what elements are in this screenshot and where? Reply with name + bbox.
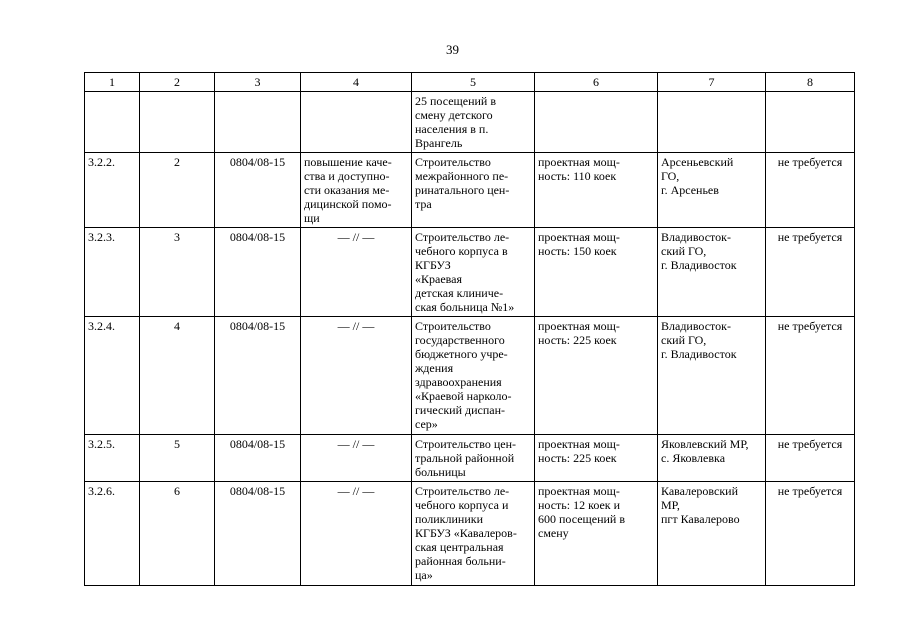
cell-object: Строительство ле- чебного корпуса и поликлиники КГБУЗ «Кавалеров- ская центральная районная больни- ца» <box>412 482 535 586</box>
table-row <box>85 317 855 435</box>
cell-goal-ditto: — // — <box>301 435 412 482</box>
cell-location: Владивосток- ский ГО, г. Владивосток <box>658 228 766 317</box>
cell-requirement: не требуется <box>766 317 855 435</box>
cell-goal <box>301 92 412 153</box>
cell-requirement <box>766 92 855 153</box>
column-header: 3 <box>215 73 301 92</box>
cell-code: 0804/08-15 <box>215 482 301 586</box>
column-header: 2 <box>140 73 215 92</box>
cell-location: Яковлевский МР, с. Яковлевка <box>658 435 766 482</box>
cell-requirement: не требуется <box>766 435 855 482</box>
table-row <box>85 228 855 317</box>
cell-goal-ditto: — // — <box>301 317 412 435</box>
cell-code: 0804/08-15 <box>215 435 301 482</box>
cell-location: Владивосток- ский ГО, г. Владивосток <box>658 317 766 435</box>
cell-sequence: 6 <box>140 482 215 586</box>
cell-code: 0804/08-15 <box>215 153 301 228</box>
cell-item-number <box>85 92 140 153</box>
cell-capacity <box>535 92 658 153</box>
cell-goal-ditto: — // — <box>301 228 412 317</box>
cell-sequence: 5 <box>140 435 215 482</box>
cell-item-number: 3.2.3. <box>85 228 140 317</box>
cell-object: Строительство государственного бюджетного учре- ждения здравоохранения «Краевой нарколо- гический диспан- сер» <box>412 317 535 435</box>
cell-object: Строительство цен- тральной районной больницы <box>412 435 535 482</box>
cell-sequence: 2 <box>140 153 215 228</box>
cell-capacity: проектная мощ- ность: 12 коек и 600 посещений в смену <box>535 482 658 586</box>
cell-goal-ditto: — // — <box>301 482 412 586</box>
cell-code <box>215 92 301 153</box>
page-number: 39 <box>446 42 459 57</box>
table-row <box>85 435 855 482</box>
cell-requirement: не требуется <box>766 482 855 586</box>
table-header-row <box>85 73 855 92</box>
cell-capacity: проектная мощ- ность: 150 коек <box>535 228 658 317</box>
column-header: 6 <box>535 73 658 92</box>
column-header: 1 <box>85 73 140 92</box>
cell-capacity: проектная мощ- ность: 225 коек <box>535 317 658 435</box>
cell-sequence: 4 <box>140 317 215 435</box>
cell-item-number: 3.2.5. <box>85 435 140 482</box>
column-header: 4 <box>301 73 412 92</box>
cell-code: 0804/08-15 <box>215 317 301 435</box>
column-header: 7 <box>658 73 766 92</box>
document-table <box>84 72 855 586</box>
cell-requirement: не требуется <box>766 228 855 317</box>
cell-object: Строительство межрайонного пе- ринатального цен- тра <box>412 153 535 228</box>
cell-object: Строительство ле- чебного корпуса в КГБУЗ «Краевая детская клиниче- ская больница №1» <box>412 228 535 317</box>
table-row <box>85 153 855 228</box>
cell-object: 25 посещений в смену детского населения в п. Врангель <box>412 92 535 153</box>
column-header: 8 <box>766 73 855 92</box>
cell-item-number: 3.2.2. <box>85 153 140 228</box>
cell-location <box>658 92 766 153</box>
cell-location: Кавалеровский МР, пгт Кавалерово <box>658 482 766 586</box>
cell-capacity: проектная мощ- ность: 225 коек <box>535 435 658 482</box>
table-row <box>85 92 855 153</box>
table-row <box>85 482 855 586</box>
cell-code: 0804/08-15 <box>215 228 301 317</box>
cell-sequence: 3 <box>140 228 215 317</box>
cell-item-number: 3.2.4. <box>85 317 140 435</box>
cell-requirement: не требуется <box>766 153 855 228</box>
cell-item-number: 3.2.6. <box>85 482 140 586</box>
cell-goal: повышение каче- ства и доступно- сти оказания ме- дицинской помо- щи <box>301 153 412 228</box>
column-header: 5 <box>412 73 535 92</box>
cell-location: Арсеньевский ГО, г. Арсеньев <box>658 153 766 228</box>
cell-capacity: проектная мощ- ность: 110 коек <box>535 153 658 228</box>
cell-sequence <box>140 92 215 153</box>
